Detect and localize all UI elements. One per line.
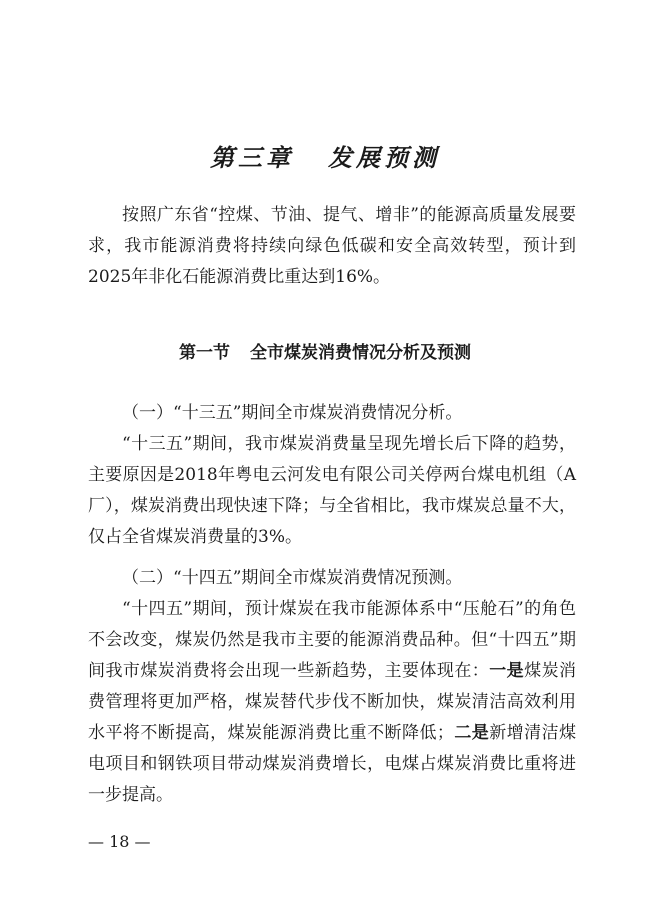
point-1-text: 煤炭消费管理将更加严格，煤炭替代步伐不断加快，煤炭清洁高效利用水平将不断提高，煤炭能源消费比重不断降低； bbox=[88, 661, 577, 743]
subsection-2-intro: “十四五”期间，预计煤炭在我市能源体系中“压舱石”的角色不会改变，煤炭仍然是我市主要的能源消费品种。但“十四五”期间我市煤炭消费将会出现一些新趋势，主要体现在： bbox=[88, 599, 576, 681]
chapter-name: 发展预测 bbox=[328, 143, 440, 172]
chapter-number: 第三章 bbox=[210, 143, 294, 172]
chapter-title bbox=[0, 138, 650, 173]
page-number: — 18 — bbox=[88, 832, 151, 851]
section-number: 第一节 bbox=[179, 343, 230, 363]
intro-paragraph: 按照广东省“控煤、节油、提气、增非”的能源高质量发展要求，我市能源消费将持续向绿色低碳和安全高效转型，预计到2025年非化石能源消费比重达到16%。 bbox=[88, 205, 576, 287]
subsection-2-body bbox=[88, 594, 576, 811]
subsection-2-heading: （二）“十四五”期间全市煤炭消费情况预测。 bbox=[122, 568, 463, 588]
point-2-label: 二是 bbox=[453, 723, 490, 743]
section-title bbox=[0, 338, 650, 363]
subsection-1-heading: （一）“十三五”期间全市煤炭消费情况分析。 bbox=[122, 403, 463, 423]
point-2-text: 新增清洁煤电项目和钢铁项目带动煤炭消费增长，电煤占煤炭消费比重将进一步提高。 bbox=[88, 723, 577, 805]
section-name: 全市煤炭消费情况分析及预测 bbox=[250, 343, 471, 363]
subsection-1-body: “十三五”期间，我市煤炭消费量呈现先增长后下降的趋势，主要原因是2018年粤电云河发电有限公司关停两台煤电机组（A厂），煤炭消费出现快速下降；与全省相比，我市煤炭总量不大，仅占全省煤炭消费量的3%。 bbox=[88, 434, 576, 547]
point-1-label: 一是 bbox=[489, 661, 525, 681]
